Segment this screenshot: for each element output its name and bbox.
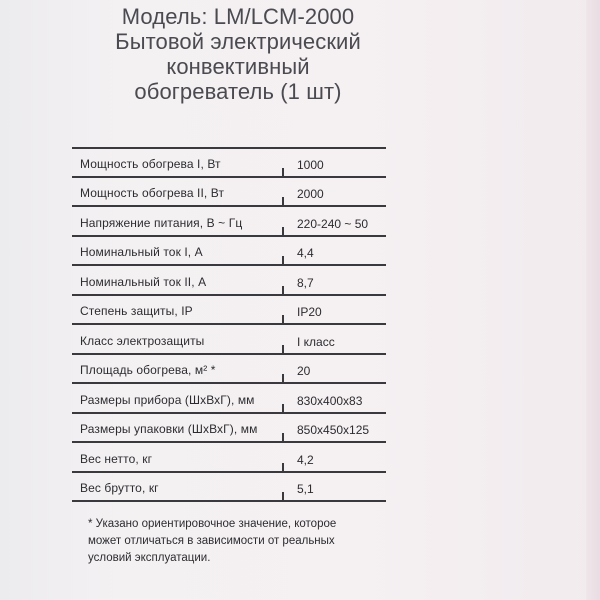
model-line: Модель: LM/LCM-2000 (121, 4, 355, 29)
spec-row (72, 296, 386, 326)
spec-value: IP20 (297, 305, 322, 319)
spec-label: Класс электрозащиты (80, 333, 205, 348)
spec-value: 830х400х83 (297, 393, 363, 408)
spec-row (72, 384, 386, 414)
spec-row (72, 266, 386, 296)
spec-value: I класс (297, 334, 335, 349)
row-rule (72, 500, 386, 502)
spec-row (72, 355, 386, 385)
footnote-line: может отличаться в зависимости от реальных (88, 535, 335, 547)
footnote (88, 516, 388, 567)
spec-label: Размеры прибора (ШхВхГ), мм (80, 392, 255, 407)
spec-value: 4,2 (297, 452, 314, 467)
spec-row (72, 473, 386, 503)
spec-label: Вес брутто, кг (80, 481, 159, 495)
spec-value: 20 (297, 364, 311, 378)
product-type-line: Бытовой электрический (115, 29, 361, 54)
spec-row (72, 178, 386, 208)
spec-value: 850х450х125 (297, 423, 370, 437)
spec-label: Размеры упаковки (ШхВхГ), мм (80, 422, 258, 436)
spec-label: Напряжение питания, В ~ Гц (80, 215, 243, 230)
spec-label: Мощность обогрева II, Вт (80, 186, 225, 200)
footnote-line: условий эксплуатации. (88, 552, 211, 564)
spec-label: Мощность обогрева I, Вт (80, 156, 221, 171)
spec-row (72, 443, 386, 473)
spec-row (72, 325, 386, 355)
spec-value: 8,7 (297, 275, 314, 290)
spec-row (72, 207, 386, 237)
spec-value: 5,1 (297, 482, 314, 496)
spec-row (72, 414, 386, 444)
product-type-line-2: конвективный (166, 54, 310, 79)
spec-row (72, 237, 386, 267)
product-heading (88, 4, 388, 104)
spec-label: Вес нетто, кг (80, 451, 153, 466)
box-edge (586, 0, 600, 600)
spec-label: Площадь обогрева, м² * (80, 363, 216, 377)
footnote-line: * Указано ориентировочное значение, которое (88, 518, 337, 530)
product-type-line-3: обогреватель (1 шт) (134, 79, 342, 104)
spec-label: Степень защиты, IP (80, 304, 193, 318)
spec-value: 1000 (297, 157, 324, 172)
spec-value: 220-240 ~ 50 (297, 216, 369, 231)
spec-label: Номинальный ток I, А (80, 245, 203, 259)
spec-label: Номинальный ток II, А (80, 274, 207, 289)
spec-value: 4,4 (297, 246, 314, 260)
spec-row (72, 148, 386, 178)
spec-table (72, 148, 386, 502)
spec-value: 2000 (297, 187, 324, 201)
